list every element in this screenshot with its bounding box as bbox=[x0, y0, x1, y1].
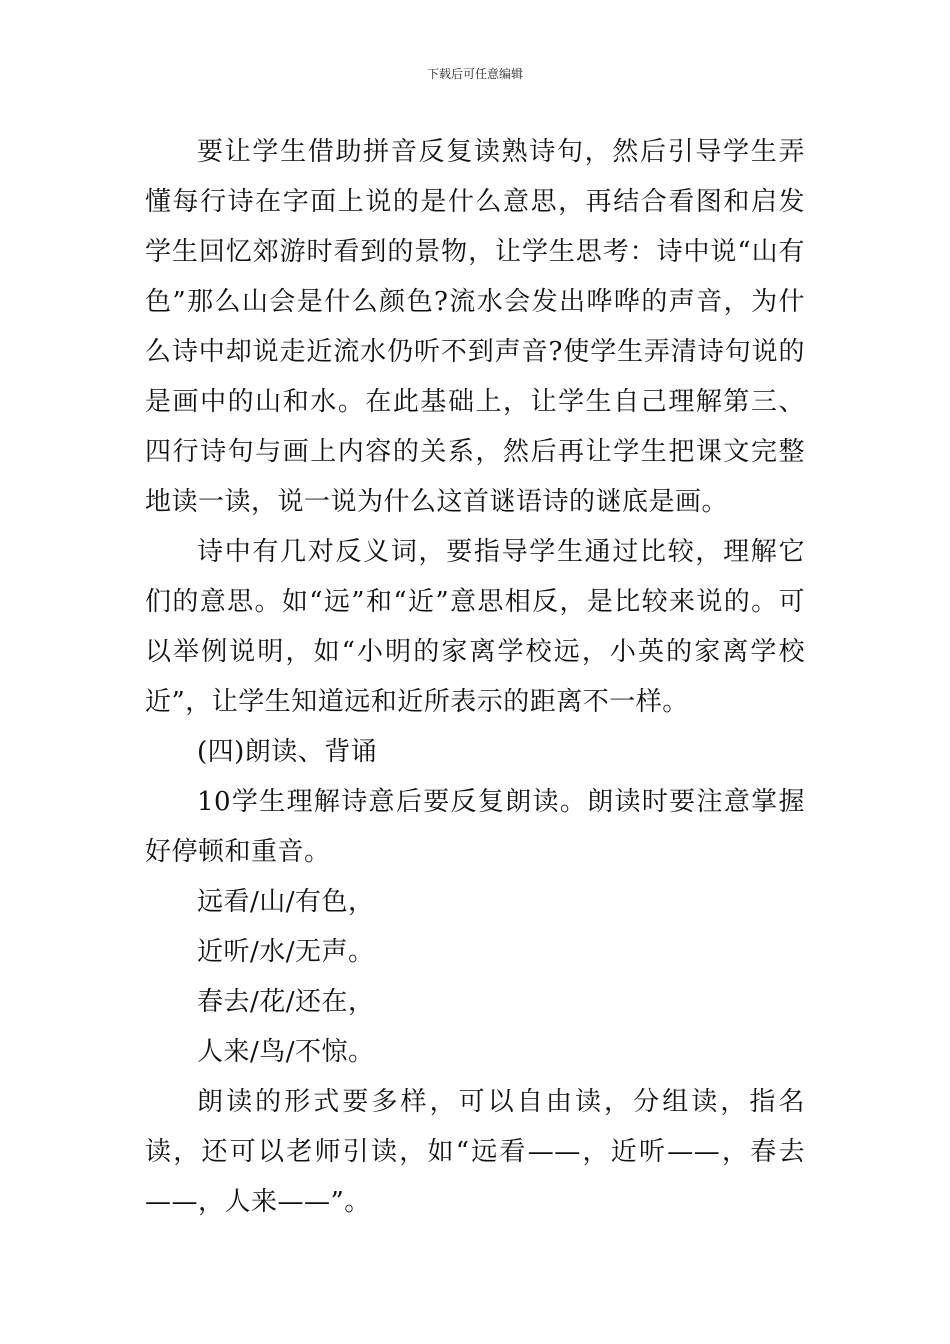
section-heading-reading-recitation: (四)朗读、背诵 bbox=[197, 737, 378, 767]
poem-line-3: 春去/花/还在， bbox=[197, 987, 375, 1017]
poem-line-4: 人来/鸟/不惊。 bbox=[197, 1037, 375, 1067]
poem-line-2: 近听/水/无声。 bbox=[197, 937, 375, 967]
paragraph-reading-pauses: 10学生理解诗意后要反复朗读。朗读时要注意掌握好停顿和重音。 bbox=[145, 787, 805, 867]
paragraph-reading-guidance: 要让学生借助拼音反复读熟诗句，然后引导学生弄懂每行诗在字面上说的是什么意思，再结合看图和启发学生回忆郊游时看到的景物，让学生思考：诗中说“山有色”那么山会是什么颜色?流水会发出哗哗的声音，为什么诗中却说走近流水仍听不到声音?使学生弄清诗句说的是画中的山和水。在此基础上，让学生自己理解第三、四行诗句与画上内容的关系，然后再让学生把课文完整地读一读，说一说为什么这首谜语诗的谜底是画。 bbox=[145, 137, 805, 517]
paragraph-reading-forms: 朗读的形式要多样，可以自由读，分组读，指名读，还可以老师引读，如“远看——，近听——，春去——，人来——”。 bbox=[145, 1087, 805, 1217]
document-body bbox=[145, 127, 805, 1227]
paragraph-antonyms: 诗中有几对反义词，要指导学生通过比较，理解它们的意思。如“远”和“近”意思相反，是比较来说的。可以举例说明，如“小明的家离学校远，小英的家离学校近”，让学生知道远和近所表示的距离不一样。 bbox=[145, 537, 805, 717]
poem-line-1: 远看/山/有色， bbox=[197, 887, 375, 917]
page-header: 下载后可任意编辑 bbox=[426, 67, 523, 81]
